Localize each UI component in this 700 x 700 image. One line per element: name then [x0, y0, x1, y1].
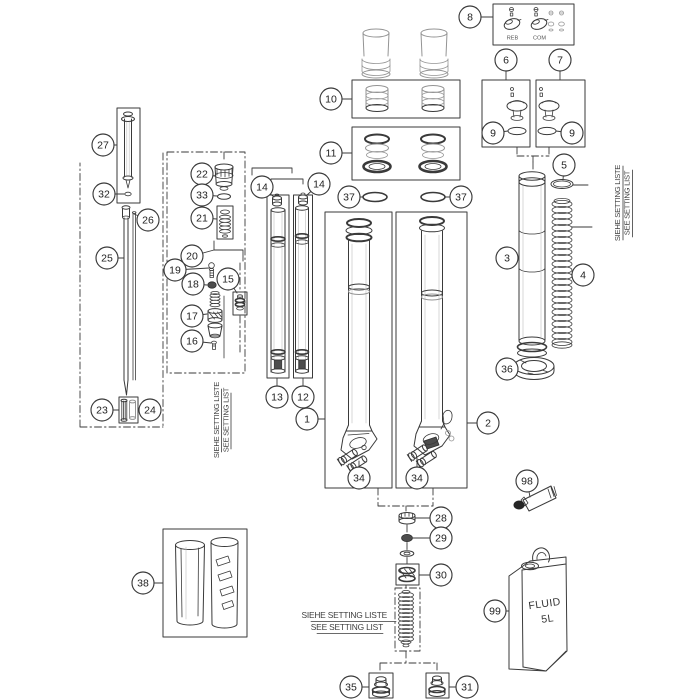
part-18-nut [208, 282, 216, 288]
callout-number-25: 25 [101, 252, 113, 265]
callout-number-14: 14 [313, 178, 325, 191]
svg-text:SEE SETTING LIST: SEE SETTING LIST [221, 387, 231, 453]
part-19-screw [209, 263, 215, 278]
part-10-bushings-box [352, 80, 460, 118]
part-28-nut [399, 513, 415, 525]
callout-number-30: 30 [435, 569, 447, 582]
callout-number-19: 19 [169, 264, 181, 277]
callout-number-29: 29 [435, 532, 447, 545]
part-14-cap-left [273, 194, 282, 206]
spare-adjuster-screws [548, 11, 564, 31]
right-fork-leg [407, 217, 454, 468]
callout-number-15: 15 [222, 273, 234, 286]
protector-left [176, 541, 205, 626]
callout-number-14: 14 [256, 181, 268, 194]
svg-text:SEE SETTING LIST: SEE SETTING LIST [310, 622, 383, 632]
callout-number-9: 9 [569, 127, 575, 140]
callout-number-33: 33 [196, 189, 208, 202]
part-27-box [117, 108, 140, 203]
callout-number-7: 7 [557, 54, 563, 67]
part-35-plug-box [369, 673, 393, 698]
part-33-o-ring [218, 194, 231, 200]
o-ring-9-left [508, 127, 526, 134]
callout-number-21: 21 [196, 212, 208, 225]
left-fork-leg [337, 219, 377, 472]
svg-text:SIEHE SETTING LISTE: SIEHE SETTING LISTE [212, 381, 221, 459]
bottom-rod-chain [301, 488, 449, 698]
callout-number-16: 16 [186, 335, 198, 348]
setting-note-de: SIEHE SETTING LISTE [613, 164, 622, 242]
callout-number-34: 34 [411, 472, 423, 485]
callout-number-18: 18 [187, 278, 199, 291]
callout-number-98: 98 [521, 475, 533, 488]
part-13-outer-tube [271, 208, 285, 373]
com-label: COM [532, 35, 547, 42]
part-37-o-rings [363, 193, 445, 202]
callout-number-23: 23 [96, 404, 108, 417]
reb-label: REB [506, 35, 519, 42]
part-26-rebound-rod [132, 212, 136, 380]
callout-number-1: 1 [304, 413, 310, 426]
callout-number-11: 11 [325, 147, 337, 160]
protector-right [211, 538, 238, 629]
callout-number-2: 2 [485, 417, 491, 430]
callout-number-26: 26 [142, 214, 154, 227]
part-31-plug-box [426, 673, 449, 698]
part-29-stop [402, 534, 413, 541]
part-12-outer-tube [296, 206, 309, 373]
o-ring-9-right [538, 127, 556, 134]
callout-number-37: 37 [455, 191, 467, 204]
part-21-check-valve-box [217, 206, 233, 239]
fork-leg-group [325, 212, 467, 488]
callout-number-13: 13 [271, 391, 283, 404]
callout-number-34: 34 [353, 472, 365, 485]
reb-knob-icon [503, 17, 521, 31]
callout-number-20: 20 [186, 250, 198, 263]
callout-number-12: 12 [297, 391, 309, 404]
svg-text:SIEHE SETTING LISTE: SIEHE SETTING LISTE [301, 610, 387, 620]
dust-boots [362, 29, 448, 78]
part-25-push-rod [122, 206, 130, 395]
callout-number-10: 10 [325, 93, 337, 106]
part-23-24-box [119, 397, 138, 423]
part-99-fluid-can [509, 548, 567, 671]
callout-number-99: 99 [489, 605, 501, 618]
callout-number-35: 35 [345, 681, 357, 694]
part-22-adjuster [215, 164, 233, 190]
callout-number-32: 32 [98, 188, 110, 201]
callout-number-28: 28 [435, 512, 447, 525]
callout-number-22: 22 [196, 168, 208, 181]
callout-number-24: 24 [144, 404, 156, 417]
part-4-fork-spring [552, 198, 572, 348]
part-27-damper-rod [122, 112, 135, 188]
adjuster-overview-box [493, 4, 574, 45]
setting-note-right [572, 165, 633, 241]
callout-number-37: 37 [343, 191, 355, 204]
setting-note-en: SEE SETTING LIST [622, 170, 632, 236]
com-knob-icon [530, 17, 548, 31]
part-1-fork-leg-box [325, 212, 392, 488]
callout-number-5: 5 [561, 159, 567, 172]
washer [400, 551, 414, 557]
part-30-spring-seat-box [396, 564, 419, 585]
callout-number-17: 17 [186, 310, 198, 323]
fluid-label: FLUID [527, 595, 562, 613]
part-38-protector-box [163, 529, 247, 637]
callout-number-31: 31 [461, 681, 473, 694]
part-32-o-ring [125, 192, 131, 196]
part-3-cartridge-tube [518, 172, 547, 357]
callout-number-38: 38 [137, 577, 149, 590]
part-5-o-ring [551, 180, 573, 189]
fluid-size-label: 5L [540, 612, 555, 626]
part-17-piston-group [208, 291, 222, 322]
setting-note-bottom [301, 610, 396, 634]
part-11-seal-kit-box [352, 127, 460, 180]
part-36-spring-retainer [514, 358, 554, 380]
callout-number-8: 8 [467, 11, 473, 24]
setting-note-left [212, 382, 231, 458]
callout-number-4: 4 [580, 269, 586, 282]
callout-number-3: 3 [504, 252, 510, 265]
callout-number-9: 9 [490, 127, 496, 140]
callout-number-6: 6 [503, 54, 509, 67]
rebound-spring [399, 590, 414, 646]
left-rod-assembly [80, 108, 163, 427]
group-20-bracket [214, 241, 243, 261]
callout-number-36: 36 [501, 363, 513, 376]
part-16-cup-screw [208, 323, 222, 349]
callout-number-27: 27 [97, 139, 109, 152]
